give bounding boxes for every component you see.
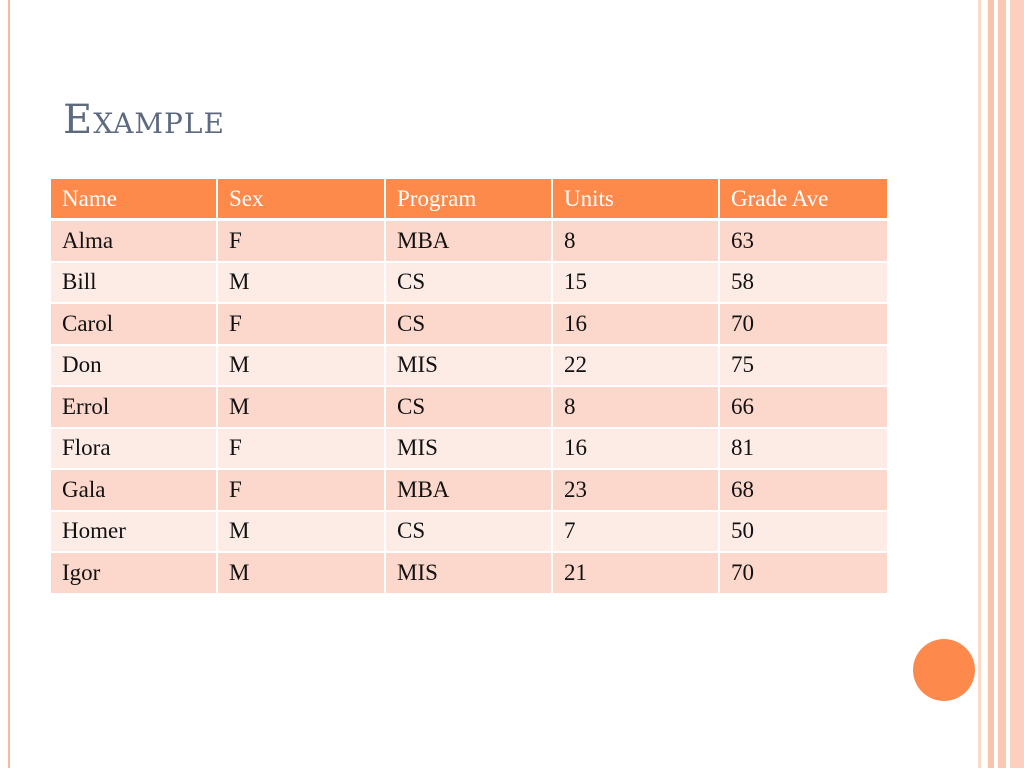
- table-cell: Carol: [51, 304, 218, 346]
- table-header-row: [51, 179, 887, 221]
- slide-title: Example: [63, 97, 225, 143]
- table-cell: 21: [553, 553, 720, 595]
- table-cell: MIS: [386, 429, 553, 471]
- table-cell: Homer: [51, 512, 218, 554]
- table-cell: 66: [720, 387, 887, 429]
- table-cell: 70: [720, 553, 887, 595]
- table-cell: F: [218, 221, 386, 263]
- decorative-stripe: [1010, 0, 1024, 768]
- table-cell: 63: [720, 221, 887, 263]
- decorative-stripe: [998, 0, 1006, 768]
- table-cell: 68: [720, 470, 887, 512]
- table-cell: CS: [386, 387, 553, 429]
- table-cell: MIS: [386, 553, 553, 595]
- table-cell: Errol: [51, 387, 218, 429]
- column-header-program: Program: [386, 179, 553, 221]
- table-cell: MBA: [386, 470, 553, 512]
- table-cell: 8: [553, 387, 720, 429]
- left-border-line: [8, 0, 10, 768]
- table-cell: CS: [386, 512, 553, 554]
- table-cell: Flora: [51, 429, 218, 471]
- table-cell: F: [218, 304, 386, 346]
- table-cell: Gala: [51, 470, 218, 512]
- table-cell: F: [218, 429, 386, 471]
- table-cell: 15: [553, 263, 720, 305]
- table-cell: Alma: [51, 221, 218, 263]
- column-header-grade-ave: Grade Ave: [720, 179, 887, 221]
- table-cell: 16: [553, 304, 720, 346]
- table-cell: 23: [553, 470, 720, 512]
- table-cell: MIS: [386, 346, 553, 388]
- decorative-stripe: [981, 0, 988, 768]
- table-cell: Don: [51, 346, 218, 388]
- table-cell: M: [218, 263, 386, 305]
- table-cell: M: [218, 387, 386, 429]
- decorative-circle: [913, 639, 975, 701]
- table-cell: F: [218, 470, 386, 512]
- table-cell: 22: [553, 346, 720, 388]
- column-header-units: Units: [553, 179, 720, 221]
- table-cell: 16: [553, 429, 720, 471]
- table-cell: CS: [386, 263, 553, 305]
- table-cell: M: [218, 512, 386, 554]
- table-row: [51, 429, 887, 471]
- table-row: [51, 387, 887, 429]
- table-cell: 70: [720, 304, 887, 346]
- table-cell: 8: [553, 221, 720, 263]
- table-cell: Igor: [51, 553, 218, 595]
- table-row: [51, 263, 887, 305]
- table-cell: 81: [720, 429, 887, 471]
- table-row: [51, 304, 887, 346]
- table-cell: M: [218, 346, 386, 388]
- table-row: [51, 221, 887, 263]
- table-cell: 58: [720, 263, 887, 305]
- column-header-name: Name: [51, 179, 218, 221]
- table-cell: 7: [553, 512, 720, 554]
- table-cell: Bill: [51, 263, 218, 305]
- table-cell: 50: [720, 512, 887, 554]
- table-cell: 75: [720, 346, 887, 388]
- column-header-sex: Sex: [218, 179, 386, 221]
- table-cell: M: [218, 553, 386, 595]
- table-row: [51, 346, 887, 388]
- table-cell: CS: [386, 304, 553, 346]
- table-row: [51, 470, 887, 512]
- data-table: [51, 179, 887, 595]
- table-cell: MBA: [386, 221, 553, 263]
- table-row: [51, 512, 887, 554]
- table-row: [51, 553, 887, 595]
